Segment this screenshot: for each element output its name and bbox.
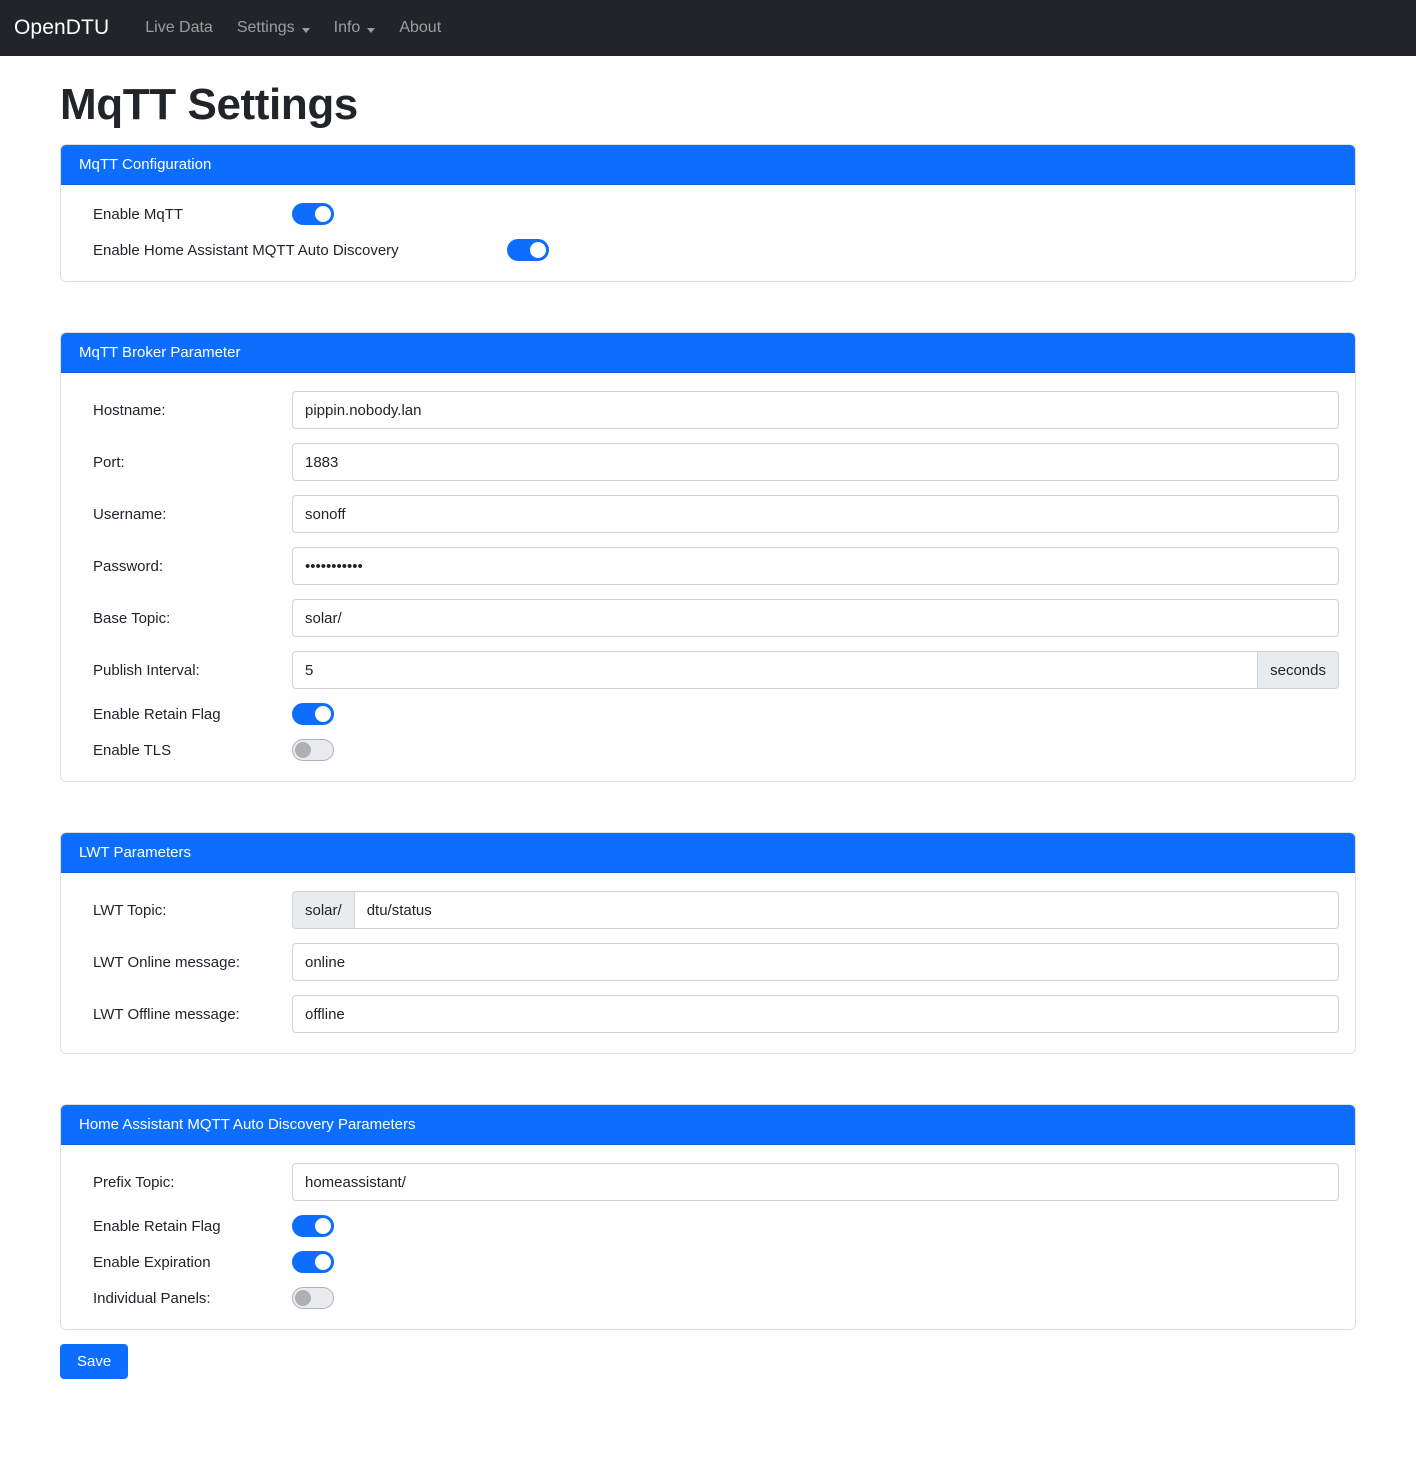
hostname-input[interactable]: [292, 391, 1339, 429]
field-port: [292, 443, 1339, 481]
row-individual-panels: [77, 1287, 1339, 1309]
toggle-knob-icon: [315, 1218, 331, 1234]
card-body-lwt-parameters: [61, 873, 1355, 1053]
toggle-enable-expiration[interactable]: [292, 1251, 334, 1273]
card-lwt-parameters: [60, 832, 1356, 1054]
label-base-topic: Base Topic:: [93, 609, 171, 627]
chevron-down-icon: [302, 28, 310, 33]
field-enable-tls: [292, 739, 1339, 761]
card-body-mqtt-configuration: [61, 185, 1355, 281]
card-mqtt-broker-parameter: [60, 332, 1356, 782]
brand-opendtu[interactable]: OpenDTU: [14, 16, 110, 39]
label-enable-mqtt: Enable MqTT: [93, 205, 184, 223]
label-username: Username:: [93, 505, 167, 523]
field-individual-panels: [292, 1287, 1339, 1309]
toggle-enable-retain-flag-ha[interactable]: [292, 1215, 334, 1237]
row-enable-retain-flag-ha: [77, 1215, 1339, 1237]
label-hostname: Hostname:: [93, 401, 166, 419]
base-topic-input[interactable]: [292, 599, 1339, 637]
toggle-enable-mqtt[interactable]: [292, 203, 334, 225]
nav-item-live-data[interactable]: [133, 11, 225, 45]
row-port: [77, 443, 1339, 481]
field-enable-retain-flag-ha: [292, 1215, 1339, 1237]
row-password: [77, 547, 1339, 585]
label-enable-retain-flag-broker: Enable Retain Flag: [93, 705, 221, 723]
card-header-mqtt-configuration: MqTT Configuration: [61, 145, 1355, 185]
field-lwt-topic: [292, 891, 1339, 929]
nav-item-settings[interactable]: [225, 11, 322, 45]
nav-item-about-label: About: [399, 19, 442, 36]
field-base-topic: [292, 599, 1339, 637]
row-lwt-offline-message: [77, 995, 1339, 1033]
toggle-knob-icon: [295, 1290, 311, 1306]
card-header-lwt-parameters: LWT Parameters: [61, 833, 1355, 873]
row-enable-retain-flag-broker: [77, 703, 1339, 725]
lwt-topic-group: [292, 891, 1339, 929]
nav-item-settings-label: Settings: [236, 19, 295, 36]
row-username: [77, 495, 1339, 533]
field-hostname: [292, 391, 1339, 429]
label-password: Password:: [93, 557, 164, 575]
field-lwt-offline-message: [292, 995, 1339, 1033]
field-publish-interval: [292, 651, 1339, 689]
page-title: MqTT Settings: [60, 80, 358, 129]
toggle-enable-tls[interactable]: [292, 739, 334, 761]
label-lwt-offline-message: LWT Offline message:: [93, 1005, 240, 1023]
toggle-enable-ha-discovery[interactable]: [507, 239, 549, 261]
card-body-broker-parameter: [61, 373, 1355, 781]
row-enable-expiration: [77, 1251, 1339, 1273]
label-prefix-topic: Prefix Topic:: [93, 1173, 175, 1191]
toggle-knob-icon: [315, 1254, 331, 1270]
row-enable-tls: [77, 739, 1339, 761]
field-lwt-online-message: [292, 943, 1339, 981]
publish-interval-unit: seconds: [1258, 651, 1339, 689]
label-lwt-online-message: LWT Online message:: [93, 953, 241, 971]
field-password: [292, 547, 1339, 585]
row-hostname: [77, 391, 1339, 429]
top-navbar: [0, 0, 1416, 56]
nav-item-info-label: Info: [333, 19, 361, 36]
field-enable-retain-flag-broker: [292, 703, 1339, 725]
publish-interval-group: [292, 651, 1339, 689]
label-enable-ha-discovery: Enable Home Assistant MQTT Auto Discovery: [93, 241, 399, 259]
toggle-knob-icon: [295, 742, 311, 758]
row-lwt-topic: [77, 891, 1339, 929]
label-individual-panels: Individual Panels:: [93, 1289, 211, 1307]
label-publish-interval: Publish Interval:: [93, 661, 200, 679]
card-header-broker-parameter: MqTT Broker Parameter: [61, 333, 1355, 373]
card-mqtt-configuration: [60, 144, 1356, 282]
lwt-topic-prefix: solar/: [292, 891, 354, 929]
toggle-knob-icon: [315, 706, 331, 722]
card-header-ha-discovery: Home Assistant MQTT Auto Discovery Parameters: [61, 1105, 1355, 1145]
prefix-topic-input[interactable]: [292, 1163, 1339, 1201]
toggle-knob-icon: [530, 242, 546, 258]
card-ha-discovery-parameters: [60, 1104, 1356, 1330]
lwt-topic-input[interactable]: [354, 891, 1339, 929]
nav-item-info[interactable]: [322, 11, 388, 45]
field-username: [292, 495, 1339, 533]
port-input[interactable]: [292, 443, 1339, 481]
nav-item-live-data-label: Live Data: [145, 19, 213, 36]
field-enable-mqtt: [292, 203, 1339, 225]
save-button[interactable]: Save: [60, 1344, 128, 1379]
lwt-online-message-input[interactable]: [292, 943, 1339, 981]
field-prefix-topic: [292, 1163, 1339, 1201]
publish-interval-input[interactable]: [292, 651, 1258, 689]
row-lwt-online-message: [77, 943, 1339, 981]
row-base-topic: [77, 599, 1339, 637]
label-enable-expiration: Enable Expiration: [93, 1253, 211, 1271]
toggle-enable-retain-flag-broker[interactable]: [292, 703, 334, 725]
field-enable-ha-discovery: [507, 239, 1339, 261]
label-enable-retain-flag-ha: Enable Retain Flag: [93, 1217, 221, 1235]
row-prefix-topic: [77, 1163, 1339, 1201]
label-lwt-topic: LWT Topic:: [93, 901, 167, 919]
field-enable-expiration: [292, 1251, 1339, 1273]
toggle-individual-panels[interactable]: [292, 1287, 334, 1309]
row-enable-ha-discovery: [77, 239, 1339, 261]
username-input[interactable]: [292, 495, 1339, 533]
toggle-knob-icon: [315, 206, 331, 222]
chevron-down-icon: [367, 28, 375, 33]
nav-item-about[interactable]: [387, 11, 453, 45]
label-enable-tls: Enable TLS: [93, 741, 172, 759]
card-body-ha-discovery: [61, 1145, 1355, 1329]
label-port: Port:: [93, 453, 125, 471]
row-enable-mqtt: [77, 203, 1339, 225]
lwt-offline-message-input[interactable]: [292, 995, 1339, 1033]
password-input[interactable]: [292, 547, 1339, 585]
save-button-wrap: [60, 1344, 1416, 1379]
row-publish-interval: [77, 651, 1339, 689]
